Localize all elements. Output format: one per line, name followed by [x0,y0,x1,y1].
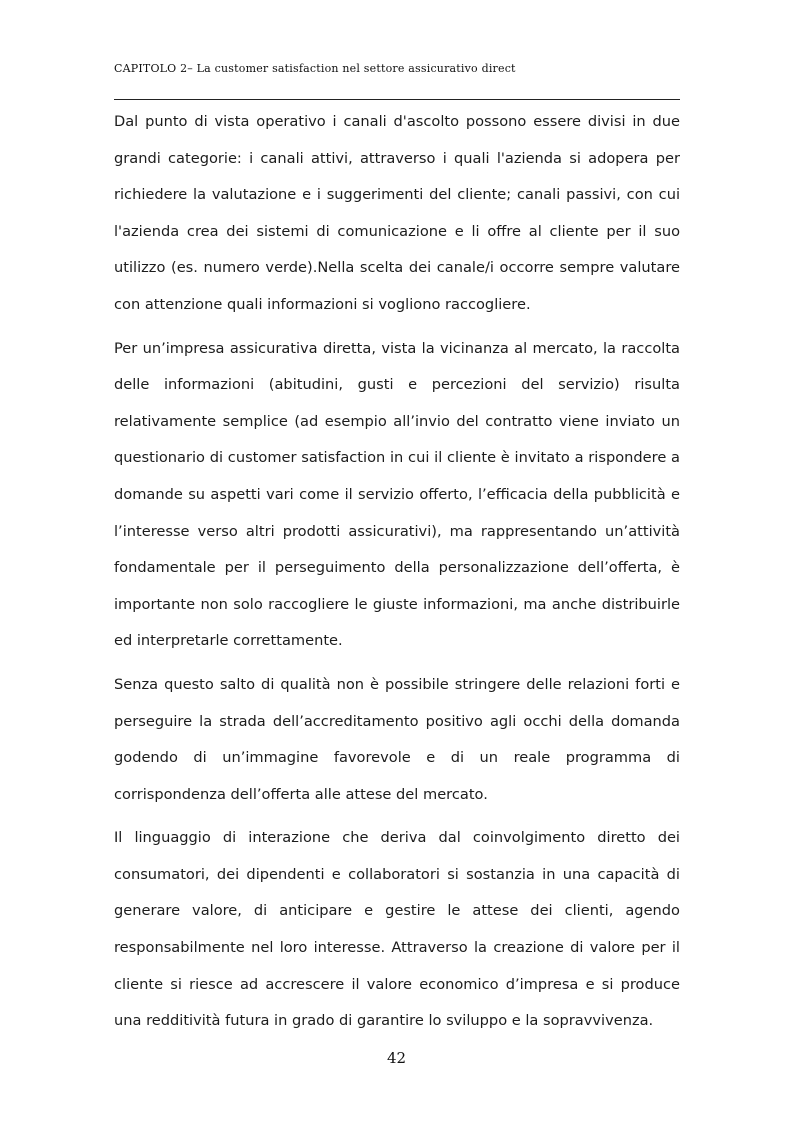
paragraph-listening-channels: Dal punto di vista operativo i canali d'ascolto possono essere divisi in due grandi categorie: i canali attivi, attraverso i quali l'azienda si adopera per richiedere la valutazione e i suggerimenti del cliente; canali passivi, con cui l'azienda crea dei sistemi di comunicazione e li offre al cliente per il suo utilizzo (es. numero verde).Nella scelta dei canale/i occorre sempre valutare con attenzione quali informazioni si vogliono raccogliere. [114,113,680,313]
paragraph-quality-leap: Senza questo salto di qualità non è possibile stringere delle relazioni forti e perseguire la strada dell’accreditamento positivo agli occhi della domanda godendo di un’immagine favorevole e di un reale programma di corrispondenza dell’offerta alle attese del mercato. [114,675,680,803]
page-number: 42 [386,1049,407,1067]
body-text [114,104,680,1040]
running-header: CAPITOLO 2– La customer satisfaction nel settore assicurativo direct [114,62,516,75]
paragraph-direct-insurer: Per un’impresa assicurativa diretta, vista la vicinanza al mercato, la raccolta delle informazioni (abitudini, gusti e percezioni del servizio) risulta relativamente semplice (ad esempio all’invio del contratto viene inviato un questionario di customer satisfaction in cui il cliente è invitato a rispondere a domande su aspetti vari come il servizio offerto, l’efficacia della pubblicità e l’interesse verso altri prodotti assicurativi), ma rappresentando un’attività fondamentale per il perseguimento della personalizzazione dell’offerta, è importante non solo raccogliere le giuste informazioni, ma anche distribuirle ed interpretarle correttamente. [114,339,680,650]
header-rule [114,99,680,100]
paragraph-interaction-language: Il linguaggio di interazione che deriva dal coinvolgimento diretto dei consumatori, dei dipendenti e collaboratori si sostanzia in una capacità di generare valore, di anticipare e gestire le attese dei clienti, agendo responsabilmente nel loro interesse. Attraverso la creazione di valore per il cliente si riesce ad accrescere il valore economico d’impresa e si produce una redditività futura in grado di garantire lo sviluppo e la sopravvivenza. [114,829,680,1030]
